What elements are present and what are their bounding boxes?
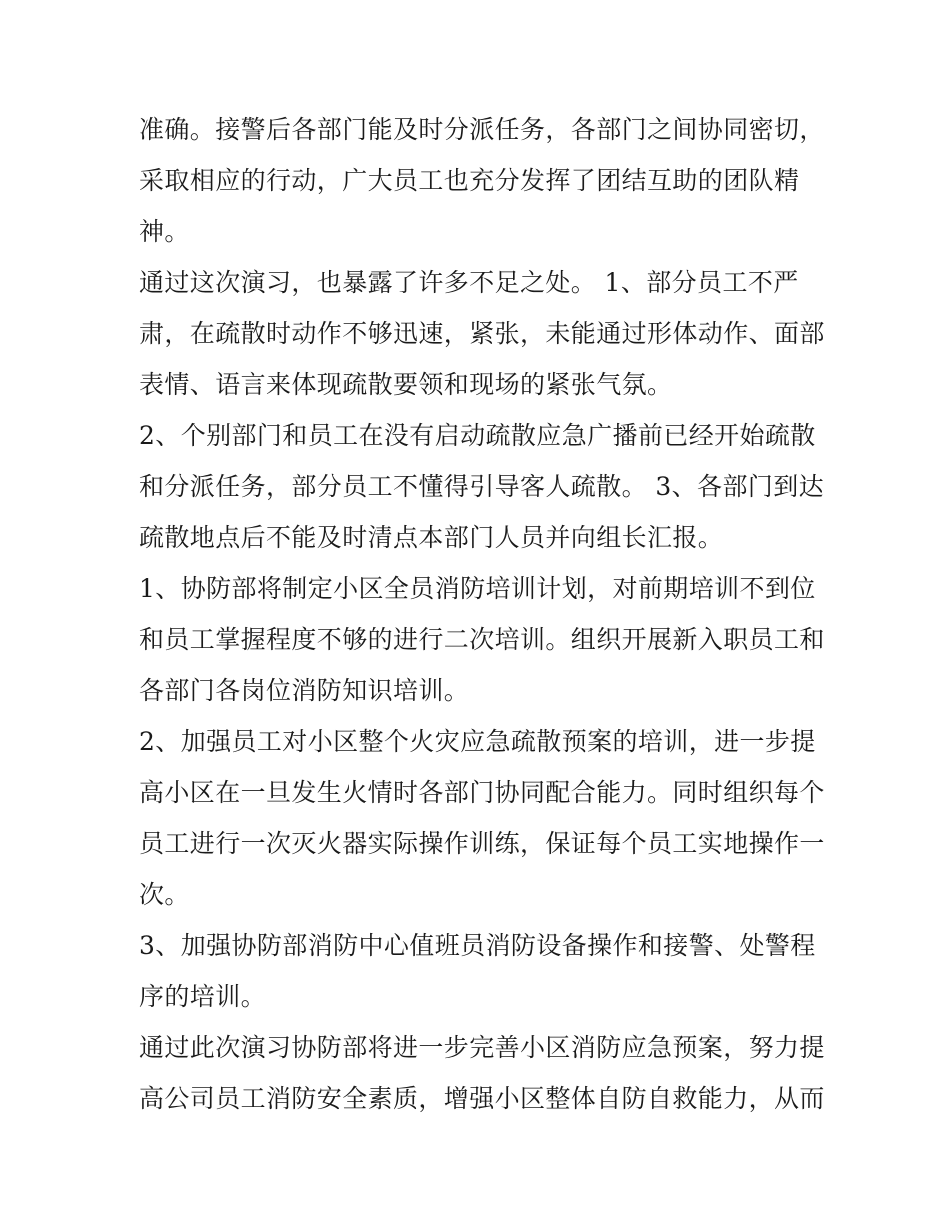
text-line: 和分派任务，部分员工不懂得引导客人疏散。 3、各部门到达 — [139, 472, 825, 501]
text-line: 各部门各岗位消防知识培训。 — [139, 676, 470, 705]
text-line: 神。 — [139, 217, 190, 246]
text-line: 1、协防部将制定小区全员消防培训计划，对前期培训不到位 — [139, 574, 816, 603]
text-line: 高公司员工消防安全素质，增强小区整体自防自救能力，从而 — [139, 1084, 825, 1113]
text-line: 采取相应的行动，广大员工也充分发挥了团结互助的团队精 — [139, 166, 800, 195]
text-line: 表情、语言来体现疏散要领和现场的紧张气氛。 — [139, 370, 673, 399]
text-line: 次。 — [139, 880, 190, 909]
text-line: 准确。接警后各部门能及时分派任务，各部门之间协同密切， — [139, 115, 825, 144]
text-line: 疏散地点后不能及时清点本部门人员并向组长汇报。 — [139, 523, 724, 552]
text-line: 通过这次演习，也暴露了许多不足之处。 1、部分员工不严 — [139, 268, 799, 297]
text-line: 肃，在疏散时动作不够迅速，紧张，未能通过形体动作、面部 — [139, 319, 825, 348]
text-line: 3、加强协防部消防中心值班员消防设备操作和接警、处警程 — [139, 931, 816, 960]
text-line: 高小区在一旦发生火情时各部门协同配合能力。同时组织每个 — [139, 778, 825, 807]
text-line: 序的培训。 — [139, 982, 267, 1011]
document-body — [139, 104, 825, 1124]
text-line: 和员工掌握程度不够的进行二次培训。组织开展新入职员工和 — [139, 625, 825, 654]
text-line: 2、个别部门和员工在没有启动疏散应急广播前已经开始疏散 — [139, 421, 816, 450]
text-line: 员工进行一次灭火器实际操作训练，保证每个员工实地操作一 — [139, 829, 825, 858]
text-line: 通过此次演习协防部将进一步完善小区消防应急预案，努力提 — [139, 1033, 825, 1062]
text-line: 2、加强员工对小区整个火灾应急疏散预案的培训，进一步提 — [139, 727, 816, 756]
